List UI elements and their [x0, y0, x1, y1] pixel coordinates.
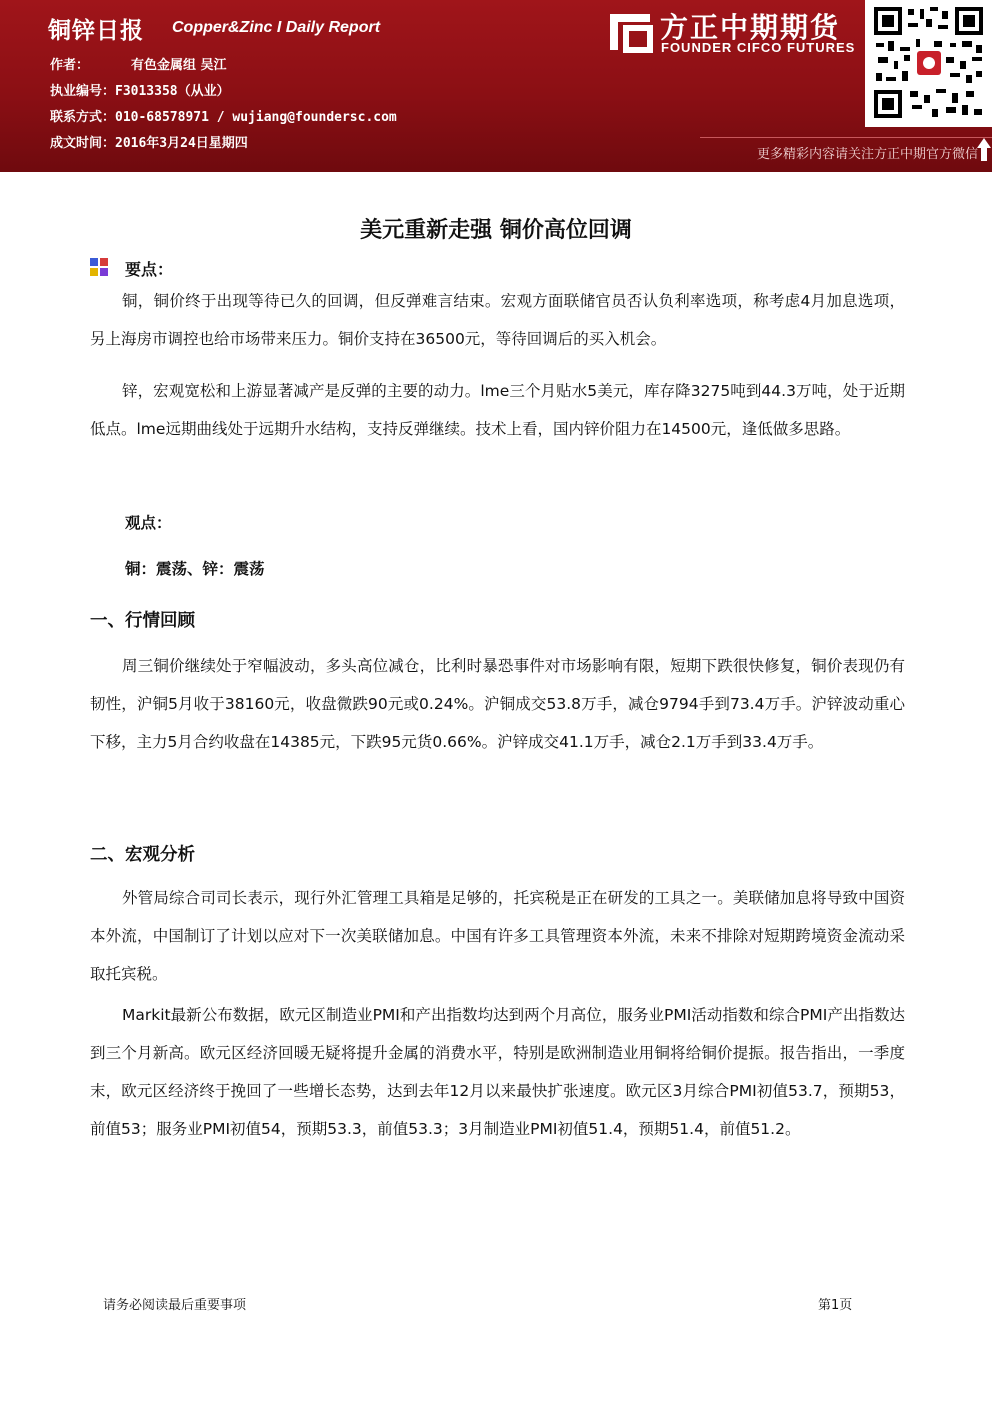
bullet-icon — [90, 258, 108, 276]
author-line — [50, 54, 227, 73]
paragraph: 铜，铜价终于出现等待已久的回调，但反弹难言结束。宏观方面联储官员否认负利率选项，称考虑4月加息选项，另上海房市调控也给市场带来压力。铜价支持在36500元，等待回调后的买入机会。 — [90, 292, 905, 348]
key-points-zinc — [90, 372, 905, 448]
macro-analysis-1 — [90, 879, 905, 993]
section-heading-review: 一、行情回顾 — [90, 611, 195, 631]
up-arrow-icon — [976, 136, 992, 162]
paragraph: Markit最新公布数据，欧元区制造业PMI和产出指数均达到两个月高位，服务业PMI活动指数和综合PMI产出指数达到三个月新高。欧元区经济回暖无疑将提升金属的消费水平，特别是欧洲制造业用铜将给铜价提振。报告指出，一季度末，欧元区经济终于挽回了一些增长态势，达到去年12月以来最快扩张速度。欧元区3月综合PMI初值53.7，预期53，前值53；服务业PMI初值54，预期53.3，前值53.3；3月制造业PMI初值51.4，预期51.4，前值51.2。 — [90, 1006, 905, 1138]
brand-title: 铜锌日报 — [48, 18, 144, 44]
paragraph: 锌，宏观宽松和上游显著减产是反弹的主要的动力。lme三个月贴水5美元，库存降3275吨到44.3万吨，处于近期低点。lme远期曲线处于远期升水结构，支持反弹继续。技术上看，国内锌价阻力在14500元，逢低做多思路。 — [90, 382, 905, 438]
section-heading-macro: 二、宏观分析 — [90, 845, 195, 865]
report-title: 美元重新走强 铜价高位回调 — [360, 218, 632, 243]
contact-line: 联系方式：010-68578971 / wujiang@foundersc.com — [50, 110, 397, 125]
follow-text: 更多精彩内容请关注方正中期官方微信 — [756, 147, 978, 162]
market-review — [90, 647, 905, 761]
key-points-copper — [90, 282, 905, 358]
viewpoint-value: 铜：震荡、锌：震荡 — [125, 560, 265, 578]
brand-subtitle: Copper&Zinc I Daily Report — [172, 19, 381, 36]
author-value: 有色金属组 吴江 — [131, 58, 227, 73]
author-label: 作者： — [50, 58, 90, 73]
paragraph: 外管局综合司司长表示，现行外汇管理工具箱是足够的，托宾税是正在研发的工具之一。美联储加息将导致中国资本外流，中国制订了计划以应对下一次美联储加息。中国有许多工具管理资本外流，未来不排除对短期跨境资金流动采取托宾税。 — [90, 889, 905, 983]
paragraph: 周三铜价继续处于窄幅波动，多头高位减仓，比利时暴恐事件对市场影响有限，短期下跌很快修复，铜价表现仍有韧性，沪铜5月收于38160元，收盘微跌90元或0.24%。沪铜成交53.8万手，减仓9794手到73.4万手。沪锌波动重心下移，主力5月合约收盘在14385元，下跌95元货0.66%。沪锌成交41.1万手，减仓2.1万手到33.4万手。 — [90, 657, 905, 751]
company-name-en: FOUNDER CIFCO FUTURES — [661, 40, 856, 55]
follow-divider — [700, 137, 992, 138]
page-number: 第1页 — [818, 1298, 853, 1313]
report-header — [0, 0, 992, 172]
company-logo-icon — [604, 8, 656, 56]
qr-code — [865, 0, 992, 127]
viewpoint-label: 观点： — [125, 514, 172, 532]
footer-notice: 请务必阅读最后重要事项 — [103, 1298, 247, 1313]
date-line: 成文时间：2016年3月24日星期四 — [50, 136, 248, 151]
license-line: 执业编号：F3013358（从业） — [50, 84, 230, 99]
qr-code-icon — [872, 5, 985, 120]
key-points-heading: 要点： — [125, 260, 174, 279]
macro-analysis-2 — [90, 996, 905, 1148]
company-name-cn: 方正中期期货 — [660, 11, 841, 44]
